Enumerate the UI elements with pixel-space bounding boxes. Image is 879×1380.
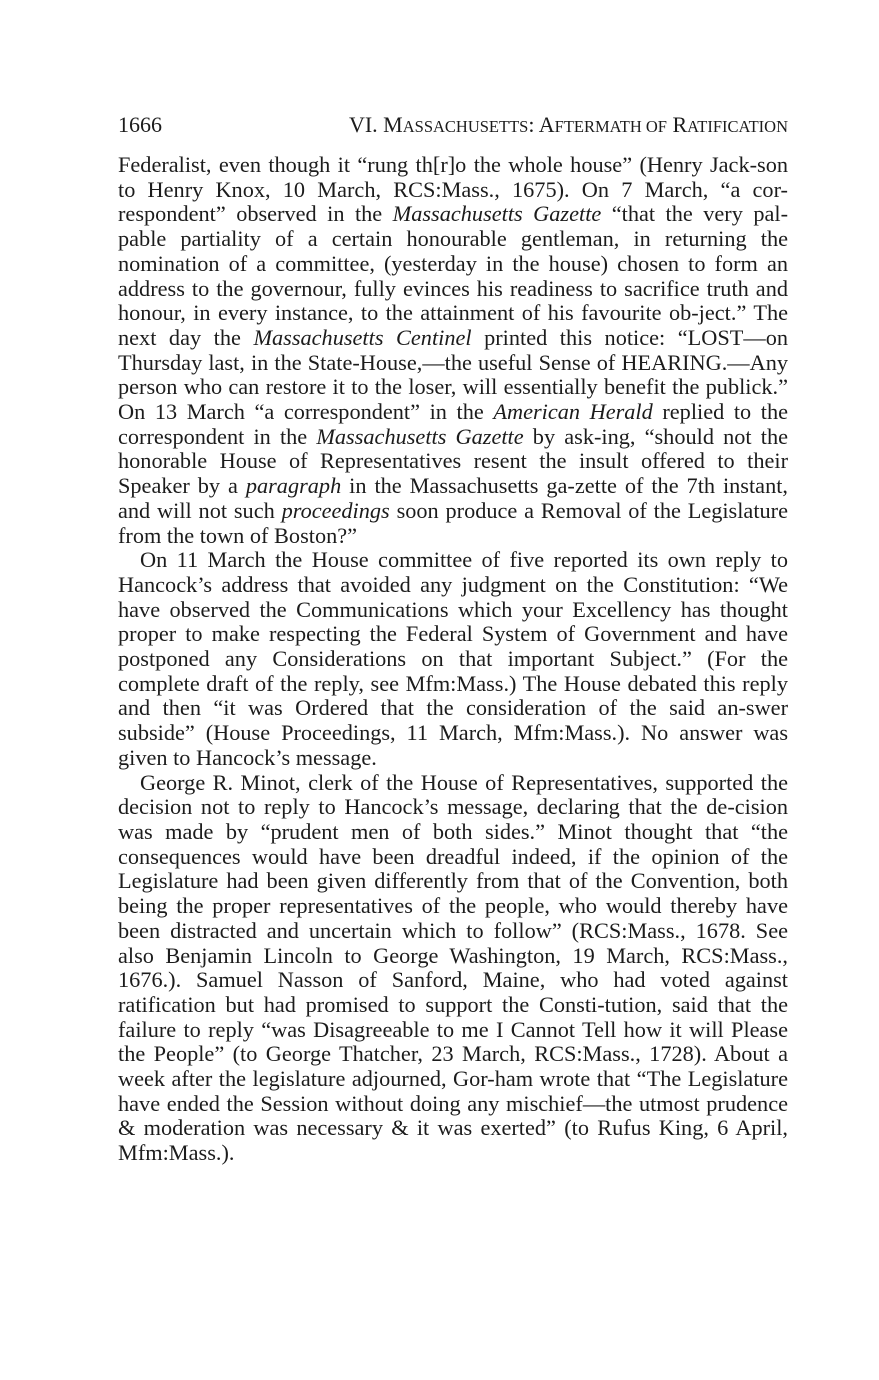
running-title-part: R bbox=[666, 112, 688, 137]
italic-title: Massachusetts Gazette bbox=[392, 201, 602, 227]
italic-title: American Herald bbox=[493, 399, 653, 425]
text-run: “that the very pal-pable partiality of a certain honourable gentleman, in returning the nomination of a committee, (yesterday in the house) chosen to form an address to the governour, fully evinces his readiness to sacrifice truth and honour, in every instance, to the attainment of his favourite ob-ject.” The next day the bbox=[118, 201, 788, 350]
text-run: Federalist, even though it “rung th[r]o the whole house” (Henry Jack-son to Henry Knox, 10 March, RCS:Mass., 1675). On 7 March, “a cor-respondent” observed in the bbox=[118, 152, 788, 227]
paragraph bbox=[118, 153, 788, 548]
text-run: replied to the correspondent in the bbox=[118, 399, 788, 449]
page-number: 1666 bbox=[118, 112, 162, 137]
running-title-smallcaps: ATIFICATION bbox=[687, 117, 788, 136]
text-run: in the Massachusetts ga-zette of the 7th instant, and will not such bbox=[118, 473, 788, 523]
italic-title: Massachusetts Centinel bbox=[253, 324, 472, 350]
running-title-part: : A bbox=[528, 112, 555, 137]
italic-title: proceedings bbox=[281, 497, 390, 523]
text-run: On 11 March the House committee of five reported its own reply to Hancock’s address that avoided any judgment on the Constitution: “We have observed the Communications which your Excellency has thought proper to make respecting the Federal System of Government and have postponed any Considerations on that important Subject.” (For the complete draft of the reply, see Mfm:Mass.) The House debated this reply and then “it was Ordered that the consideration of the said an-swer subside” (House Proceedings, 11 March, Mfm:Mass.). No answer was given to Hancock’s message. bbox=[118, 547, 788, 770]
italic-title: paragraph bbox=[245, 473, 342, 499]
paragraph bbox=[118, 771, 788, 1166]
text-run: by ask-ing, “should not the honorable House of Representatives resent the insult offered to their Speaker by a bbox=[118, 423, 788, 499]
paragraph bbox=[118, 548, 788, 770]
running-head bbox=[118, 110, 788, 140]
text-run: soon produce a Removal of the Legislature from the town of Boston?” bbox=[118, 497, 788, 548]
text-run: printed this notice: “LOST—on Thursday last, in the State-House,—the useful Sense of HEARING.—Any person who can restore it to the loser, will essentially benefit the publick.” On 13 March “a correspondent” in the bbox=[118, 324, 788, 425]
running-title-smallcaps: ASSACHUSETTS bbox=[402, 117, 529, 136]
body-text bbox=[118, 153, 788, 1166]
italic-title: Massachusetts Gazette bbox=[316, 423, 524, 449]
running-title bbox=[349, 110, 788, 142]
running-title-smallcaps: FTERMATH OF bbox=[554, 117, 667, 136]
text-run: George R. Minot, clerk of the House of Representatives, supported the decision not to reply to Hancock’s message, declaring that the de-cision was made by “prudent men of both sides.” Minot thought that “the consequences would have been dreadful indeed, if the opinion of the Legislature had been given differently from that of the Convention, both being the proper representatives of the people, who would thereby have been distracted and uncertain which to follow” (RCS:Mass., 1678. See also Benjamin Lincoln to George Washington, 19 March, RCS:Mass., 1676.). Samuel Nasson of Sanford, Maine, who had voted against ratification but had promised to support the Consti-tution, said that the failure to reply “was Disagreeable to me I Cannot Tell how it will Please the People” (to George Thatcher, 23 March, RCS:Mass., 1728). About a week after the legislature adjourned, Gor-ham wrote that “The Legislature have ended the Session without doing any mischief—the utmost prudence & moderation was necessary & it was exerted” (to Rufus King, 6 April, Mfm:Mass.). bbox=[118, 769, 788, 1166]
running-title-part: VI. M bbox=[348, 112, 403, 137]
